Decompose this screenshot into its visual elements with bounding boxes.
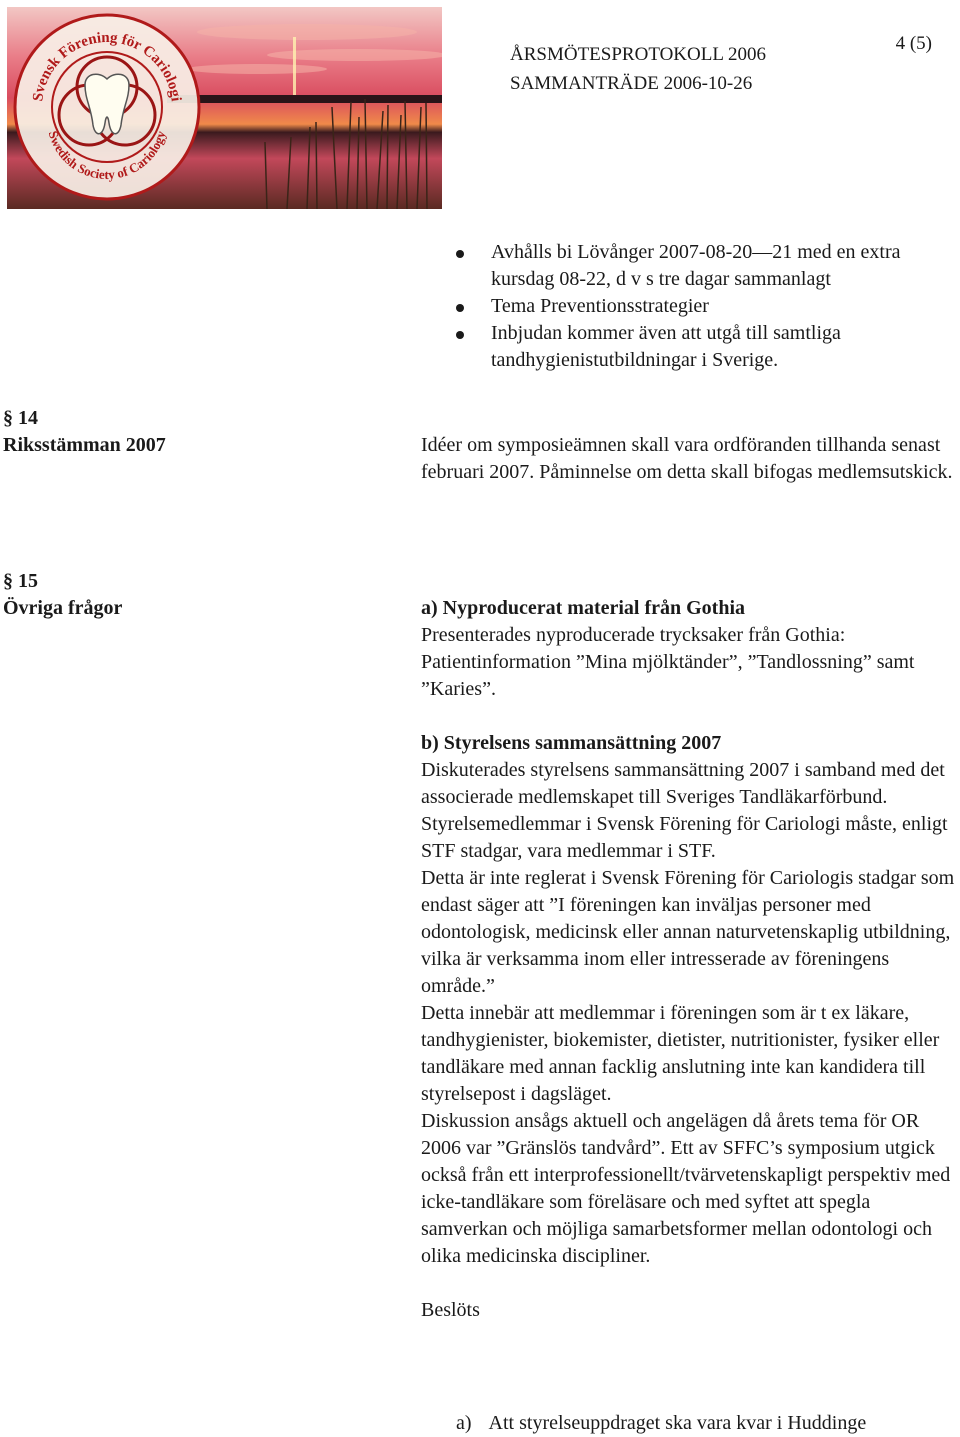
item-a-heading: a) Nyproducerat material från Gothia — [421, 597, 746, 619]
sun-glow — [293, 37, 296, 97]
society-seal — [15, 15, 199, 199]
section-14-number: § 14 — [3, 407, 38, 429]
section-14-body — [421, 432, 959, 486]
item-b-paragraph: Diskuterades styrelsens sammansättning 2007 i samband med det associerade medlemskapet till Sveriges Tandläkarförbund. — [421, 759, 945, 808]
item-b-paragraph: Detta innebär att medlemmar i föreningen som är t ex läkare, tandhygienister, biokemister, dietister, nutritionister, fysiker eller tandläkare med annan facklig anslutning inte kan kandidera till styrelsepost i dagsläget. — [421, 1002, 940, 1105]
section-14-title: Riksstämman 2007 — [3, 434, 166, 456]
seal-text-bottom: Swedish Society of Cariology — [45, 129, 169, 183]
decision-item-a — [456, 1410, 866, 1437]
decision-marker: a) — [456, 1412, 472, 1434]
item-b-paragraph: Detta är inte reglerat i Svensk Förening för Cariologis stadgar som endast säger att ”I föreningen kan inväljas personer med odontologisk, medicinsk eller annan naturvetenskaplig utbildning, vilka är verksamma inom eller intresserade av föreningens område.” — [421, 867, 955, 997]
list-item: Tema Preventionsstrategier — [452, 293, 952, 320]
list-item: Inbjudan kommer även att utgå till samtliga tandhygienistutbildningar i Sverige. — [452, 320, 952, 374]
decision-label: Beslöts — [421, 1299, 480, 1321]
society-logo-banner — [7, 7, 442, 209]
list-item: Avhålls bi Lövånger 2007-08-20—21 med en extra kursdag 08-22, d v s tre dagar sammanlagt — [452, 239, 952, 293]
section-14-text: Idéer om symposieämnen skall vara ordföranden tillhanda senast februari 2007. Påminnelse om detta skall bifogas medlemsutskick. — [421, 434, 953, 483]
section-15-body — [421, 595, 959, 1324]
item-b-heading: b) Styrelsens sammansättning 2007 — [421, 732, 722, 754]
document-header — [510, 40, 766, 98]
section-15-title: Övriga frågor — [3, 597, 123, 619]
page-number: 4 (5) — [895, 33, 932, 54]
item-b-paragraph: Diskussion ansågs aktuell och angelägen då årets tema för OR 2006 var ”Gränslös tandvård”. Ett av SFFC’s symposium utgick också från ett interprofessionellt/tvärvetenskapligt perspektiv med icke-tandläkare som föreläsare och med syftet att spegla samverkan och möjliga samarbetsformer mellan odontologi och olika medicinska discipliner. — [421, 1110, 951, 1267]
item-b-paragraph: Styrelsemedlemmar i Svensk Förening för Cariologi måste, enligt STF stadgar, vara medlemmar i STF. — [421, 813, 948, 862]
meeting-date: SAMMANTRÄDE 2006-10-26 — [510, 73, 753, 94]
document-title: ÅRSMÖTESPROTOKOLL 2006 — [510, 44, 766, 65]
far-shore — [167, 95, 442, 103]
seal-text-top: Svensk Förening för Cariologi — [30, 29, 184, 103]
decision-text: Att styrelseuppdraget ska vara kvar i Huddinge — [488, 1412, 867, 1434]
item-a-text: Presenterades nyproducerade trycksaker från Gothia: Patientinformation ”Mina mjölktänder”, ”Tandlossning” samt ”Karies”. — [421, 624, 915, 700]
section-15-number: § 15 — [3, 570, 38, 592]
bullet-list — [452, 239, 952, 374]
